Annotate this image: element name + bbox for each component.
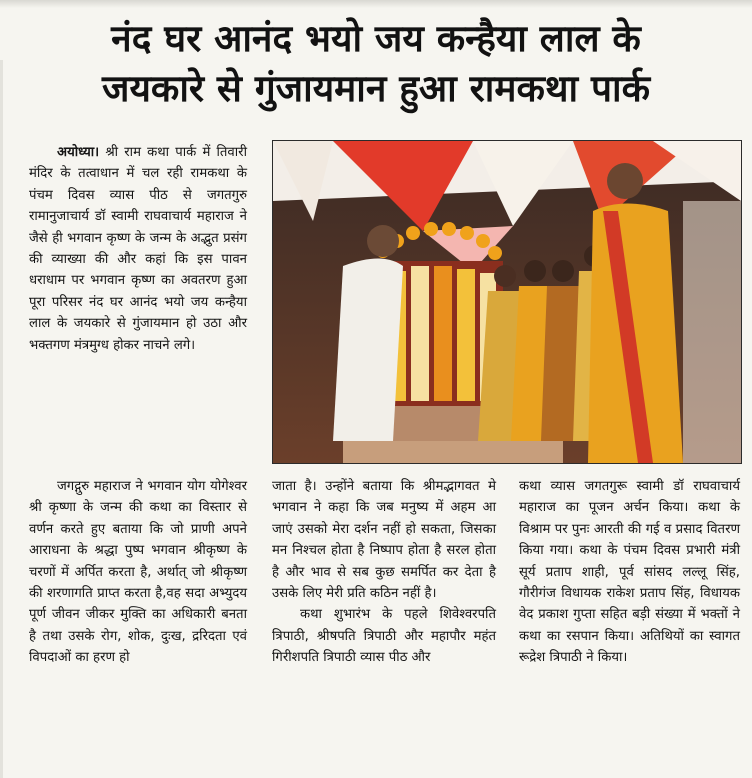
news-photo: [272, 140, 742, 464]
headline-line-1: नंद घर आनंद भयो जय कन्हैया लाल के: [111, 17, 641, 60]
article-column-2: [272, 476, 496, 669]
article-paragraph: कथा शुभारंभ के पहले शिवेश्वरपति त्रिपाठी, श्रीषपति त्रिपाठी और महापौर महंत गिरीशपति त्रिपाठी व्यास पीठ और: [272, 607, 496, 666]
photo-illustration: [273, 141, 741, 463]
page-fold-edge: [0, 60, 3, 778]
article-paragraph: कथा व्यास जगतगुरू स्वामी डॉ राघवाचार्य महाराज का पूजन अर्चन किया। कथा के विश्राम पर पुनः आरती की गई व प्रसाद वितरण किया गया। कथा के पंचम दिवस प्रभारी मंत्री सूर्य प्रताप शाही, पूर्व सांसद लल्लू सिंह, गौरीगंज विधायक राकेश प्रताप सिंह, विधायक वेद प्रकाश गुप्ता सहित बड़ी संख्या में भक्तों ने कथा का रसपान किया। अतिथियों का स्वागत रूद्रेश त्रिपाठी ने किया।: [519, 479, 740, 666]
article-text: श्री राम कथा पार्क में तिवारी मंदिर के तत्वाधान में चल रही रामकथा के पंचम दिवस व्यास पीठ से जगतगुरु रामानुजाचार्य डॉ स्वामी राघवाचार्य महाराज ने जैसे ही भगवान कृष्ण के जन्म के अद्भुत प्रसंग की व्याख्या की और कहां कि इस पावन धराधाम पर भगवान कृष्ण का अवतरण हुआ पूरा परिसर नंद घर आनंद भयो जय कन्हैया लाल के जयकारे से गुंजायमान हो उठा और भक्तगण मंत्रमुग्ध होकर नाचने लगे।: [29, 145, 247, 353]
article-column-1-bottom: [29, 476, 247, 669]
headline-line-2: जयकारे से गुंजायमान हुआ रामकथा पार्क: [102, 67, 650, 110]
stage-light: [683, 201, 741, 463]
article-paragraph: [29, 142, 247, 356]
article-column-3: [519, 476, 740, 669]
article-paragraph: जाता है। उन्होंने बताया कि श्रीमद्भागवत मे भगवान ने कहा कि जब मनुष्य में अहम आ जाएं उसको मेरा दर्शन नहीं हो सकता, जिसका मन निश्चल होता है निष्पाप होता है सरल होता है और भाव से सब कुछ समर्पित कर देता है उसके लिए मेरी प्रति कठिन नहीं है।: [272, 479, 496, 602]
article-paragraph: जगद्गुरु महाराज ने भगवान योग योगेश्वर श्री कृष्णा के जन्म की कथा का विस्तार से वर्णन करते हुए बताया कि जो प्राणी अपने आराधना के श्रद्धा पुष्प भगवान श्रीकृष्ण के चरणों में अर्पित करता है, अर्थात् जो श्रीकृष्ण की शरणागति प्राप्त करता है,वह सदा अभ्युदय पूर्ण जीवन जीकर मुक्ति का अधिकारी बनता है तथा उसके रोग, शोक, दुःख, द्ररिदता एवं विपदाओं का हरण हो: [29, 479, 247, 666]
headline: [0, 14, 752, 114]
article-column-1-top: [29, 142, 247, 356]
page-top-strip: [0, 0, 752, 8]
dateline: अयोध्या।: [57, 145, 100, 160]
